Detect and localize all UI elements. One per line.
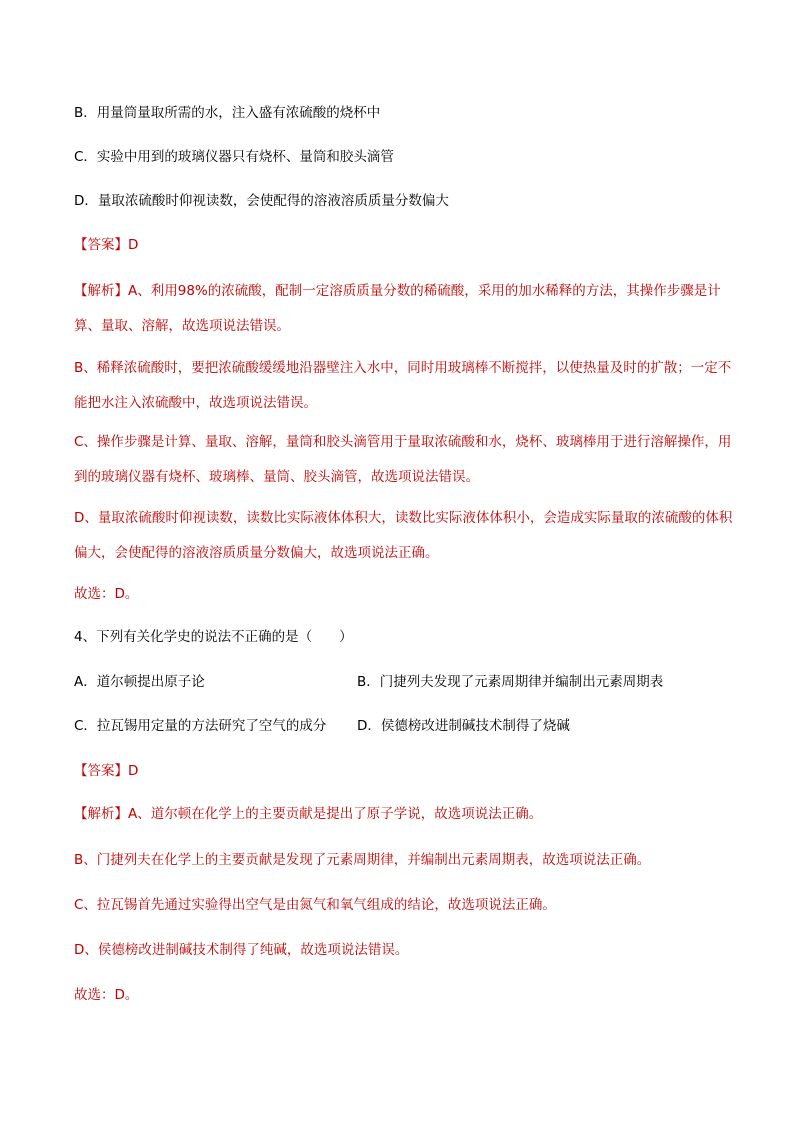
q3-option-c: C．实验中用到的玻璃仪器只有烧杯、量筒和胶头滴管 [74,149,394,165]
q4-stem: 4、下列有关化学史的说法不正确的是（ ） [74,629,353,645]
q4-answer [74,759,734,783]
answer-tag: 【答案】 [74,763,128,779]
answer-tag: 【答案】 [74,237,128,253]
q4-analysis-a [74,802,734,826]
q4-analysis-c: C、拉瓦锡首先通过实验得出空气是由氮气和氧气组成的结论，故选项说法正确。 [74,897,556,913]
answer-value: D [128,763,139,779]
q3-answer [74,233,734,257]
answer-value: D [128,237,139,253]
q4-option-d: D．侯德榜改进制碱技术制得了烧碱 [357,718,570,734]
q3-analysis-c: C、操作步骤是计算、量取、溶解，量筒和胶头滴管用于量取浓硫酸和水，烧杯、玻璃棒用于进行溶解操作，用到的玻璃仪器有烧杯、玻璃棒、量筒、胶头滴管，故选项说法错误。 [74,434,732,485]
q4-option-b: B．门捷列夫发现了元素周期律并编制出元素周期表 [357,674,664,690]
q4-analysis-b: B、门捷列夫在化学上的主要贡献是发现了元素周期律，并编制出元素周期表，故选项说法正确。 [74,852,651,868]
q4-select: 故选：D。 [74,987,139,1003]
q3-analysis-b: B、稀释浓硫酸时，要把浓硫酸缓缓地沿器壁注入水中，同时用玻璃棒不断搅拌，以使热量及时的扩散；一定不能把水注入浓硫酸中，故选项说法错误。 [74,360,732,411]
q4-analysis-d: D、侯德榜改进制碱技术制得了纯碱，故选项说法错误。 [74,942,409,958]
q4-option-c: C．拉瓦锡用定量的方法研究了空气的成分 [74,718,327,734]
q3-option-b: B．用量筒量取所需的水，注入盛有浓硫酸的烧杯中 [74,105,381,121]
analysis-tag: 【解析】 [74,283,128,299]
q3-select: 故选：D。 [74,586,139,602]
q3-analysis-a [74,274,734,344]
q4-option-a: A．道尔顿提出原子论 [74,674,205,690]
analysis-text: A、利用98%的浓硫酸，配制一定溶质质量分数的稀硫酸，采用的加水稀释的方法，其操作步骤是计算、量取、溶解，故选项说法错误。 [74,283,721,334]
analysis-text: A、道尔顿在化学上的主要贡献是提出了原子学说，故选项说法正确。 [128,806,543,822]
q3-analysis-d: D、量取浓硫酸时仰视读数，读数比实际液体体积大，读数比实际液体体积小，会造成实际量取的浓硫酸的体积偏大，会使配得的溶液溶质质量分数偏大，故选项说法正确。 [74,510,733,561]
analysis-tag: 【解析】 [74,806,128,822]
q3-option-d: D．量取浓硫酸时仰视读数，会使配得的溶液溶质质量分数偏大 [74,193,449,209]
